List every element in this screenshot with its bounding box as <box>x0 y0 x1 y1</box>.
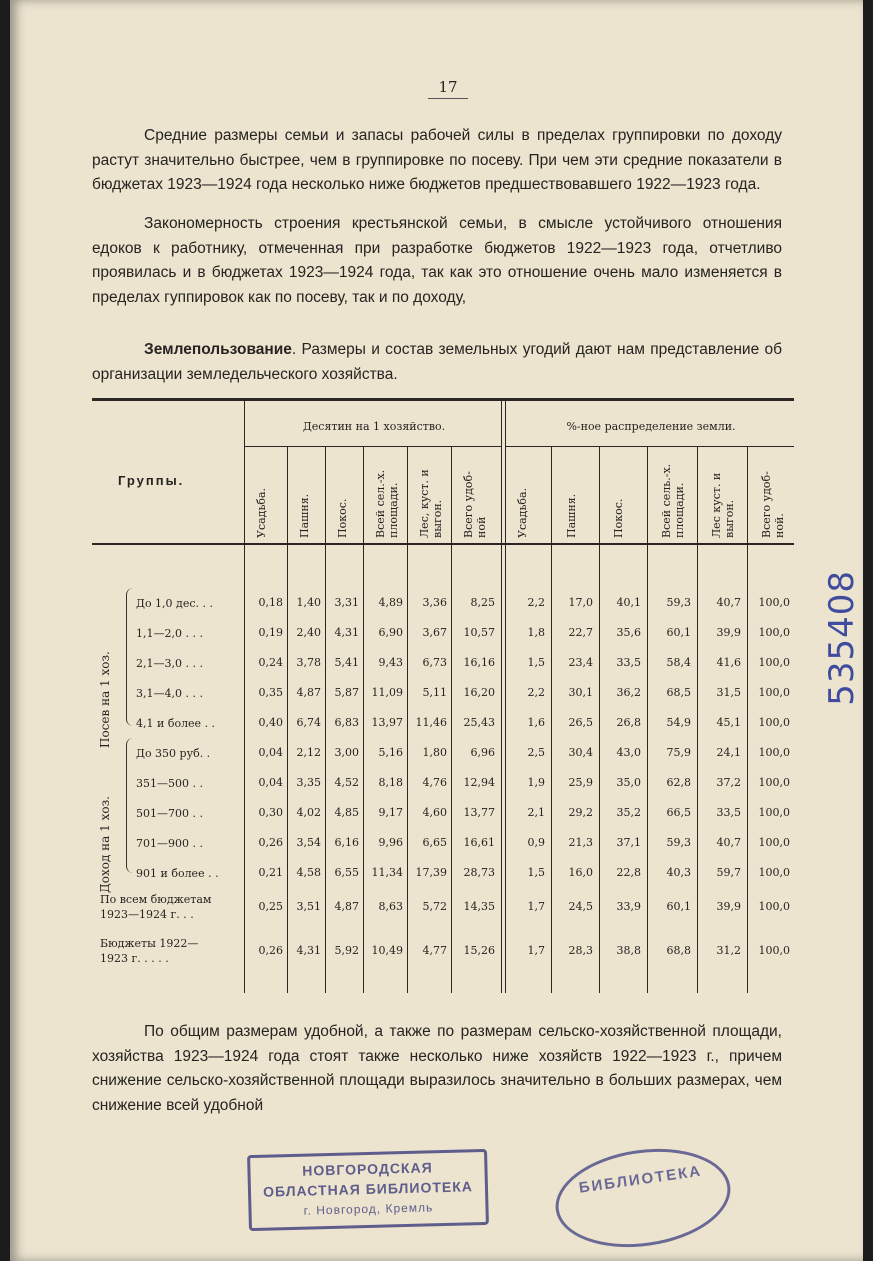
table-cell: 6,16 <box>334 836 359 849</box>
table-cell: 5,11 <box>422 686 447 699</box>
stamp-line-3: г. Новгород, Кремль <box>303 1200 434 1218</box>
table-header-rule <box>92 543 794 545</box>
land-use-table <box>92 398 794 994</box>
paragraph-4 <box>92 1020 782 1118</box>
row-label: 4,1 и более . . <box>136 717 216 730</box>
table-cell: 0,40 <box>258 716 283 729</box>
row-label: 501—700 . . <box>136 807 203 820</box>
table-cell: 11,09 <box>371 686 403 699</box>
table-cell: 100,0 <box>758 836 790 849</box>
table-cell: 6,55 <box>334 866 359 879</box>
table-cell: 100,0 <box>758 776 790 789</box>
table-cell: 8,25 <box>470 596 495 609</box>
table-cell: 33,5 <box>616 656 641 669</box>
table-cell: 4,76 <box>422 776 447 789</box>
table-cell: 39,9 <box>716 626 741 639</box>
groups-header: Группы. <box>118 473 185 488</box>
table-cell: 40,7 <box>716 596 741 609</box>
table-cell: 100,0 <box>758 866 790 879</box>
column-header-desyatin-3: Всей сел.-х. площади. <box>374 469 400 538</box>
table-cell: 37,1 <box>616 836 641 849</box>
column-header-desyatin-1: Пашня. <box>298 493 311 538</box>
table-cell: 41,6 <box>716 656 741 669</box>
table-cell: 40,1 <box>616 596 641 609</box>
table-cell: 23,4 <box>568 656 593 669</box>
table-cell: 2,12 <box>296 746 321 759</box>
table-cell: 58,4 <box>666 656 691 669</box>
table-cell: 5,87 <box>334 686 359 699</box>
side-label-dohod: Доход на 1 хоз. <box>98 796 112 893</box>
table-cell: 4,31 <box>296 944 321 957</box>
table-cell: 66,5 <box>666 806 691 819</box>
table-cell: 62,8 <box>666 776 691 789</box>
table-cell: 10,57 <box>463 626 495 639</box>
table-cell: 15,26 <box>463 944 495 957</box>
table-cell: 75,9 <box>666 746 691 759</box>
table-cell: 59,3 <box>666 836 691 849</box>
column-header-desyatin-5: Всего удоб- ной <box>462 471 488 538</box>
row-label: 901 и более . . <box>136 867 219 880</box>
table-cell: 28,73 <box>463 866 495 879</box>
section-heading-land-use: Землепользование <box>144 341 292 358</box>
table-cell: 31,2 <box>716 944 741 957</box>
table-cell: 6,96 <box>470 746 495 759</box>
column-header-percent-3: Всей сель.-х. площади. <box>660 463 686 538</box>
table-cell: 4,85 <box>334 806 359 819</box>
table-cell: 24,5 <box>568 900 593 913</box>
header-desyatin: Десятин на 1 хозяйство. <box>302 420 446 433</box>
row-label: До 1,0 дес. . . <box>136 597 213 610</box>
table-cell: 11,46 <box>415 716 447 729</box>
paragraph-2 <box>92 212 782 310</box>
table-cell: 1,9 <box>527 776 545 789</box>
table-cell: 17,39 <box>415 866 447 879</box>
table-cell: 2,2 <box>527 596 545 609</box>
table-cell: 6,83 <box>334 716 359 729</box>
table-cell: 0,04 <box>258 776 283 789</box>
table-cell: 21,3 <box>568 836 593 849</box>
table-cell: 4,60 <box>422 806 447 819</box>
table-cell: 29,2 <box>568 806 593 819</box>
table-cell: 0,30 <box>258 806 283 819</box>
column-header-desyatin-4: Лес, куст. и выгон. <box>418 469 444 538</box>
table-cell: 1,5 <box>527 656 545 669</box>
table-cell: 1,40 <box>296 596 321 609</box>
table-cell: 100,0 <box>758 806 790 819</box>
brace-dohod <box>126 738 133 873</box>
table-cell: 6,73 <box>422 656 447 669</box>
table-cell: 4,77 <box>422 944 447 957</box>
table-cell: 4,87 <box>334 900 359 913</box>
table-cell: 3,78 <box>296 656 321 669</box>
brace-posev <box>126 588 133 726</box>
table-cell: 3,31 <box>334 596 359 609</box>
table-cell: 40,7 <box>716 836 741 849</box>
table-cell: 4,31 <box>334 626 359 639</box>
page-number: 17 <box>428 78 468 99</box>
table-cell: 4,87 <box>296 686 321 699</box>
table-cell: 0,18 <box>258 596 283 609</box>
table-cell: 25,9 <box>568 776 593 789</box>
table-cell: 39,9 <box>716 900 741 913</box>
round-library-stamp <box>549 1138 737 1258</box>
table-cell: 100,0 <box>758 596 790 609</box>
table-cell: 68,5 <box>666 686 691 699</box>
column-header-desyatin-2: Покос. <box>336 498 349 538</box>
table-cell: 100,0 <box>758 716 790 729</box>
table-cell: 4,89 <box>378 596 403 609</box>
column-header-percent-1: Пашня. <box>565 493 578 538</box>
table-cell: 1,7 <box>527 900 545 913</box>
document-page <box>10 0 863 1261</box>
table-cell: 2,1 <box>527 806 545 819</box>
table-cell: 30,4 <box>568 746 593 759</box>
table-cell: 100,0 <box>758 900 790 913</box>
table-cell: 37,2 <box>716 776 741 789</box>
table-subheader-rule-left <box>244 446 501 447</box>
stamp-line-2: ОБЛАСТНАЯ БИБЛИОТЕКА <box>262 1178 474 1200</box>
paragraph-1-text: Средние размеры семьи и запасы рабочей силы в пределах группировки по доходу растут значительно быстрее, чем в группировке по посеву. При чем эти средние показатели в бюджетах 1923—1924 года несколько ниже бюджетов предшествовавшего 1922—1923 года. <box>92 127 782 193</box>
table-cell: 0,19 <box>258 626 283 639</box>
table-cell: 0,35 <box>258 686 283 699</box>
table-cell: 2,5 <box>527 746 545 759</box>
row-label: 2,1—3,0 . . . <box>136 657 203 670</box>
table-cell: 0,24 <box>258 656 283 669</box>
table-cell: 40,3 <box>666 866 691 879</box>
table-cell: 33,9 <box>616 900 641 913</box>
table-cell: 1,8 <box>527 626 545 639</box>
handwritten-inventory-number: 535408 <box>822 570 862 706</box>
table-cell: 11,34 <box>371 866 403 879</box>
table-cell: 5,16 <box>378 746 403 759</box>
table-cell: 1,7 <box>527 944 545 957</box>
table-cell: 60,1 <box>666 626 691 639</box>
paragraph-2-text: Закономерность строения крестьянской семьи, в смысле устойчивого отношения едоков к работнику, отмеченная при разработке бюджетов 1922—1923 года, отчетливо проявилась и в бюджетах 1923—1924 года, так как это отношение очень мало изменяется в пределах гуппировок как по посеву, так и по доходу, <box>92 215 782 306</box>
table-cell: 45,1 <box>716 716 741 729</box>
table-cell: 5,72 <box>422 900 447 913</box>
table-cell: 4,02 <box>296 806 321 819</box>
column-header-percent-4: Лес куст. и выгон. <box>710 472 736 538</box>
table-cell: 68,8 <box>666 944 691 957</box>
table-top-rule <box>92 398 794 401</box>
column-header-percent-5: Всего удоб- ной. <box>760 471 786 538</box>
table-cell: 8,63 <box>378 900 403 913</box>
column-header-percent-2: Покос. <box>612 498 625 538</box>
table-cell: 16,20 <box>463 686 495 699</box>
table-cell: 59,3 <box>666 596 691 609</box>
table-cell: 100,0 <box>758 656 790 669</box>
table-cell: 13,77 <box>463 806 495 819</box>
row-label: По всем бюджетам 1923—1924 г. . . <box>100 893 212 921</box>
table-cell: 0,26 <box>258 836 283 849</box>
table-cell: 6,74 <box>296 716 321 729</box>
row-label: 701—900 . . <box>136 837 203 850</box>
table-cell: 2,40 <box>296 626 321 639</box>
table-cell: 1,80 <box>422 746 447 759</box>
paragraph-3-text: . Размеры и состав земельных угодий дают нам представление об организации земледельческого хозяйства. <box>92 341 782 383</box>
table-cell: 1,6 <box>527 716 545 729</box>
table-cell: 0,9 <box>527 836 545 849</box>
table-cell: 35,0 <box>616 776 641 789</box>
table-cell: 4,52 <box>334 776 359 789</box>
table-cell: 12,94 <box>463 776 495 789</box>
table-cell: 1,5 <box>527 866 545 879</box>
table-cell: 26,8 <box>616 716 641 729</box>
table-cell: 3,36 <box>422 596 447 609</box>
stamp-line-1: НОВГОРОДСКАЯ <box>302 1159 433 1179</box>
table-cell: 100,0 <box>758 626 790 639</box>
table-cell: 33,5 <box>716 806 741 819</box>
table-cell: 31,5 <box>716 686 741 699</box>
library-stamp <box>247 1149 489 1231</box>
table-cell: 5,92 <box>334 944 359 957</box>
table-cell: 38,8 <box>616 944 641 957</box>
table-cell: 16,61 <box>463 836 495 849</box>
table-subheader-rule-right <box>505 446 794 447</box>
table-cell: 24,1 <box>716 746 741 759</box>
row-label: До 350 руб. . <box>136 747 211 760</box>
column-header-percent-0: Усадьба. <box>516 487 529 538</box>
round-stamp-text: БИБЛИОТЕКА <box>577 1162 704 1197</box>
table-cell: 16,0 <box>568 866 593 879</box>
table-cell: 16,16 <box>463 656 495 669</box>
table-cell: 3,51 <box>296 900 321 913</box>
row-label: 1,1—2,0 . . . <box>136 627 203 640</box>
row-label: 351—500 . . <box>136 777 203 790</box>
paragraph-3 <box>92 338 782 387</box>
table-cell: 28,3 <box>568 944 593 957</box>
table-cell: 0,04 <box>258 746 283 759</box>
table-cell: 3,67 <box>422 626 447 639</box>
table-cell: 5,41 <box>334 656 359 669</box>
table-cell: 17,0 <box>568 596 593 609</box>
table-cell: 8,18 <box>378 776 403 789</box>
table-cell: 4,58 <box>296 866 321 879</box>
column-header-desyatin-0: Усадьба. <box>255 487 268 538</box>
table-cell: 30,1 <box>568 686 593 699</box>
table-cell: 3,00 <box>334 746 359 759</box>
table-cell: 3,54 <box>296 836 321 849</box>
table-cell: 9,17 <box>378 806 403 819</box>
paragraph-4-text: По общим размерам удобной, а также по размерам сельско-хозяйственной площади, хозяйства 1923—1924 года стоят также несколько ниже хозяйств 1922—1923 г., причем снижение сельско-хозяйственной площади выразилось значительно в больших размерах, чем снижение всей удобной <box>92 1023 782 1114</box>
table-cell: 0,26 <box>258 944 283 957</box>
table-cell: 9,43 <box>378 656 403 669</box>
row-label: 3,1—4,0 . . . <box>136 687 203 700</box>
table-cell: 54,9 <box>666 716 691 729</box>
table-cell: 100,0 <box>758 944 790 957</box>
table-cell: 26,5 <box>568 716 593 729</box>
table-cell: 10,49 <box>371 944 403 957</box>
table-cell: 36,2 <box>616 686 641 699</box>
table-cell: 22,7 <box>568 626 593 639</box>
table-cell: 60,1 <box>666 900 691 913</box>
table-cell: 100,0 <box>758 746 790 759</box>
table-cell: 35,6 <box>616 626 641 639</box>
table-cell: 14,35 <box>463 900 495 913</box>
table-cell: 25,43 <box>463 716 495 729</box>
row-label: Бюджеты 1922— 1923 г. . . . . <box>100 937 199 965</box>
table-cell: 6,65 <box>422 836 447 849</box>
table-cell: 6,90 <box>378 626 403 639</box>
table-cell: 0,25 <box>258 900 283 913</box>
header-percent: %-ное распределение земли. <box>566 420 736 433</box>
table-cell: 3,35 <box>296 776 321 789</box>
table-cell: 0,21 <box>258 866 283 879</box>
table-cell: 13,97 <box>371 716 403 729</box>
table-cell: 43,0 <box>616 746 641 759</box>
table-cell: 59,7 <box>716 866 741 879</box>
table-cell: 35,2 <box>616 806 641 819</box>
paragraph-1 <box>92 124 782 198</box>
side-label-posev: Посев на 1 хоз. <box>98 651 112 748</box>
table-cell: 100,0 <box>758 686 790 699</box>
table-cell: 9,96 <box>378 836 403 849</box>
table-cell: 22,8 <box>616 866 641 879</box>
table-cell: 2,2 <box>527 686 545 699</box>
